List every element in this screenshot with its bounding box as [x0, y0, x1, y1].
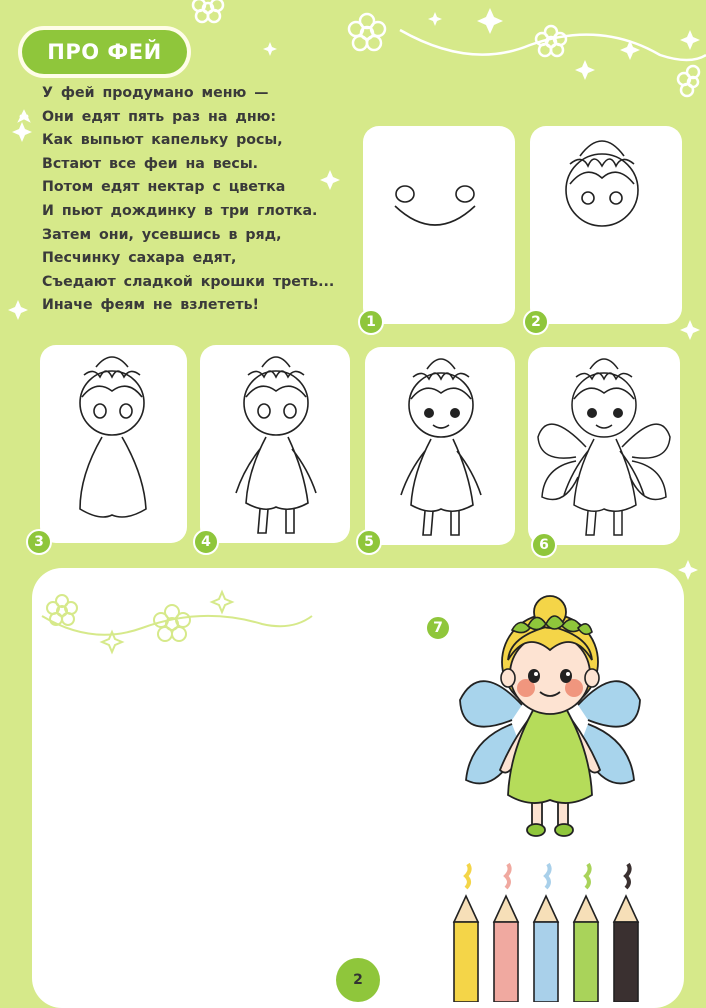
poem-line: Песчинку сахара едят, — [42, 250, 237, 267]
poem-line: Иначе феям не взлететь! — [42, 297, 260, 314]
step-7-badge: 7 — [425, 615, 451, 641]
step-6-badge: 6 — [531, 532, 557, 558]
poem-line: Встают все феи на весы. — [42, 155, 259, 172]
step-2-card — [530, 126, 682, 324]
page-title: ПРО ФЕЙ — [47, 40, 162, 64]
fairy-drawing-step-4 — [200, 345, 350, 543]
fairy-drawing-step-2 — [530, 126, 682, 324]
poem-line: У фей продумано меню — — [42, 85, 269, 101]
fairy-drawing-step-6 — [528, 347, 680, 545]
step-2-badge: 2 — [523, 309, 549, 335]
title-badge — [22, 30, 187, 74]
step-3-card — [40, 345, 187, 543]
fairy-drawing-step-5 — [365, 347, 515, 545]
poem-line: Как выпьют капельку росы, — [42, 132, 283, 149]
step-4-card — [200, 345, 350, 543]
page-number: 2 — [336, 958, 380, 1002]
flower-vine-decoration — [32, 576, 332, 656]
step-1-card — [363, 126, 515, 324]
colored-fairy-illustration — [450, 590, 650, 850]
step-3-badge: 3 — [26, 529, 52, 555]
poem — [42, 82, 362, 318]
pencils-illustration — [448, 862, 658, 1002]
step-1-badge: 1 — [358, 309, 384, 335]
poem-line: Потом едят нектар с цветка — [42, 179, 286, 196]
step-5-badge: 5 — [356, 529, 382, 555]
fairy-drawing-step-1 — [363, 126, 515, 324]
poem-line: Они едят пять раз на дню: — [42, 108, 277, 125]
poem-line: Затем они, усевшись в ряд, — [42, 226, 282, 243]
step-4-badge: 4 — [193, 529, 219, 555]
poem-line: И пьют дождинку в три глотка. — [42, 202, 318, 219]
step-5-card — [365, 347, 515, 545]
fairy-drawing-step-3 — [40, 345, 187, 543]
step-6-card — [528, 347, 680, 545]
poem-line: Съедают сладкой крошки треть... — [42, 273, 335, 290]
